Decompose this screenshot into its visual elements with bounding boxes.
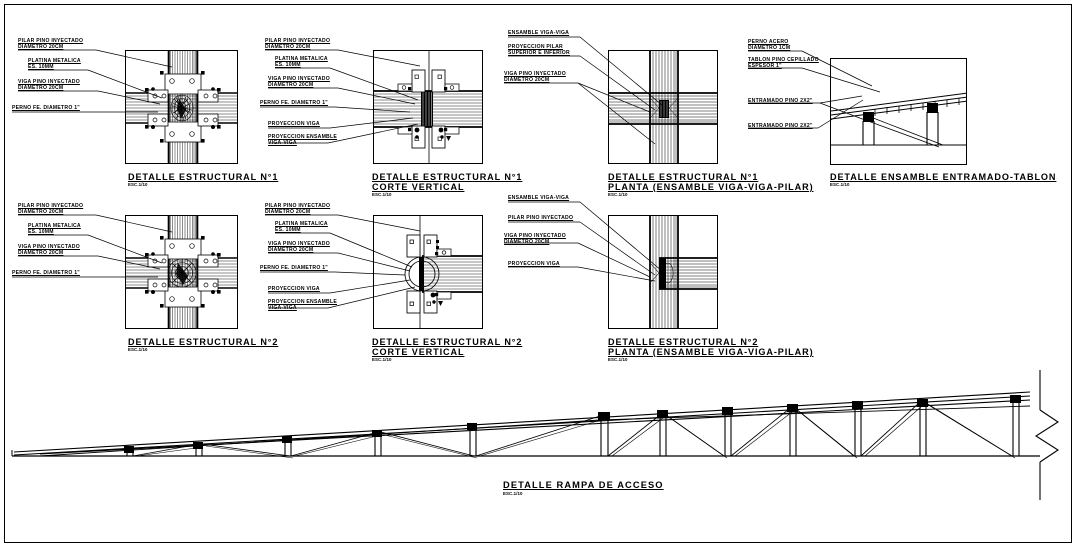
detail-6-label-2-line1: VIGA PINO INYECTADO xyxy=(268,241,330,247)
detail-2-label-5-line2: VIGA-VIGA xyxy=(268,139,297,146)
detail-7-label-2-line2: DIAMETRO 20CM xyxy=(504,238,550,245)
detail-1-label-1-line1: PLATINA METALICA xyxy=(28,58,81,64)
detail-4-label-0-line2: DIAMETRO 1CM xyxy=(748,44,791,51)
detail-5-label-1 xyxy=(28,224,81,235)
detail-5-label-0-line2: DIAMETRO 20CM xyxy=(18,208,64,215)
detail-4-label-1 xyxy=(748,58,819,69)
detail-1-label-0 xyxy=(18,39,83,50)
detail-7-label-0 xyxy=(508,196,569,202)
ramp-elevation-block xyxy=(0,370,1077,548)
detail-6-label-1 xyxy=(275,222,328,233)
detail-2-label-0-line2: DIAMETRO 20CM xyxy=(265,43,311,50)
detail-7-scale: ESC.1/10 xyxy=(608,357,628,362)
detail-block-6 xyxy=(250,165,523,362)
detail-6-label-4 xyxy=(268,287,320,293)
detail-5-label-3-line1: PERNO FE. DIAMETRO 1" xyxy=(12,270,80,276)
detail-2-label-1-line1: PLATINA METALICA xyxy=(275,56,328,62)
detail-2-label-1 xyxy=(275,57,328,68)
detail-2-title-line1: DETALLE ESTRUCTURAL N°1 xyxy=(372,172,523,182)
detail-2-label-1-line2: ES. 10MM xyxy=(275,61,301,68)
detail-2-label-0-line1: PILAR PINO INYECTADO xyxy=(265,38,331,44)
detail-6-label-0-line1: PILAR PINO INYECTADO xyxy=(265,203,331,209)
detail-7-label-1-line1: PILAR PINO INYECTADO xyxy=(508,215,574,221)
detail-2-label-5-line1: PROYECCION ENSAMBLE xyxy=(268,134,337,140)
detail-2-label-3 xyxy=(260,101,328,107)
detail-7-label-2-line1: VIGA PINO INYECTADO xyxy=(504,233,566,239)
detail-7-title-line1: DETALLE ESTRUCTURAL N°2 xyxy=(608,337,759,347)
detail-1-label-0-line1: PILAR PINO INYECTADO xyxy=(18,38,84,44)
detail-2-title-line2: CORTE VERTICAL xyxy=(372,182,465,192)
detail-1-label-1-line2: ES. 10MM xyxy=(28,63,54,70)
detail-5-label-2 xyxy=(18,245,80,256)
detail-1-scale: ESC.1/10 xyxy=(128,182,148,187)
detail-6-label-1-line1: PLATINA METALICA xyxy=(275,221,328,227)
detail-7-label-3 xyxy=(508,262,560,268)
detail-2-label-3-line1: PERNO FE. DIAMETRO 1" xyxy=(260,100,328,106)
detail-5-label-0-line1: PILAR PINO INYECTADO xyxy=(18,203,84,209)
detail-6-label-1-line2: ES. 10MM xyxy=(275,226,301,233)
detail-3-label-0-line1: ENSAMBLE VIGA-VIGA xyxy=(508,30,570,36)
detail-1-label-3 xyxy=(12,106,80,112)
detail-block-5 xyxy=(0,165,279,360)
detail-3-label-2-line1: VIGA PINO INYECTADO xyxy=(504,71,566,77)
detail-2-label-4-line1: PROYECCION VIGA xyxy=(268,121,320,127)
detail-3-label-1-line2: SUPERIOR E INFERIOR xyxy=(508,49,570,56)
detail-3-label-2-line2: DIAMETRO 20CM xyxy=(504,76,550,83)
detail-4-label-2-line1: ENTRAMADO PINO 2X2" xyxy=(748,98,813,104)
detail-6-title-line2: CORTE VERTICAL xyxy=(372,347,465,357)
detail-2-scale: ESC.1/10 xyxy=(372,192,392,197)
detail-7-label-1 xyxy=(508,216,573,222)
detail-2-label-0 xyxy=(265,39,330,50)
detail-4-label-2 xyxy=(748,99,813,105)
detail-4-label-1-line1: TABLON PINO CEPILLADO xyxy=(748,57,819,63)
detail-4-label-1-line2: ESPESOR 1" xyxy=(748,62,782,69)
detail-5-leader-lines xyxy=(0,165,250,360)
detail-1-label-1 xyxy=(28,59,81,70)
detail-6-leader-lines xyxy=(250,165,500,360)
detail-4-label-3 xyxy=(748,124,813,130)
detail-6-label-0-line2: DIAMETRO 20CM xyxy=(265,208,311,215)
detail-7-label-0-line1: ENSAMBLE VIGA-VIGA xyxy=(508,195,570,201)
detail-1-label-3-line1: PERNO FE. DIAMETRO 1" xyxy=(12,105,80,111)
detail-6-scale: ESC.1/10 xyxy=(372,357,392,362)
detail-5-label-1-line1: PLATINA METALICA xyxy=(28,223,81,229)
detail-2-label-5 xyxy=(268,135,337,146)
detail-6-label-2 xyxy=(268,242,330,253)
detail-4-label-0-line1: PERNO ACERO xyxy=(748,39,789,45)
detail-4-title-line1: DETALLE ENSAMBLE ENTRAMADO-TABLON xyxy=(830,172,1057,182)
detail-5-label-3 xyxy=(12,271,80,277)
detail-7-label-3-line1: PROYECCION VIGA xyxy=(508,261,560,267)
detail-5-label-0 xyxy=(18,204,83,215)
detail-6-label-5-line1: PROYECCION ENSAMBLE xyxy=(268,299,337,305)
detail-4-title xyxy=(830,172,1056,182)
detail-2-label-2-line1: VIGA PINO INYECTADO xyxy=(268,76,330,82)
detail-4-label-3-line1: ENTRAMADO PINO 2X2" xyxy=(748,123,813,129)
detail-1-label-2-line1: VIGA PINO INYECTADO xyxy=(18,79,80,85)
detail-2-label-4 xyxy=(268,122,320,128)
detail-3-label-0 xyxy=(508,31,569,37)
detail-6-label-2-line2: DIAMETRO 20CM xyxy=(268,246,314,253)
detail-6-label-3 xyxy=(260,266,328,272)
detail-4-scale: ESC.1/10 xyxy=(830,182,850,187)
detail-3-title-line1: DETALLE ESTRUCTURAL N°1 xyxy=(608,172,759,182)
detail-5-label-2-line2: DIAMETRO 20CM xyxy=(18,249,64,256)
ramp-scale: ESC.1/10 xyxy=(503,491,523,496)
detail-1-label-0-line2: DIAMETRO 20CM xyxy=(18,43,64,50)
detail-5-label-1-line2: ES. 10MM xyxy=(28,228,54,235)
detail-6-label-3-line1: PERNO FE. DIAMETRO 1" xyxy=(260,265,328,271)
detail-7-label-2 xyxy=(504,234,566,245)
detail-2-label-2-line2: DIAMETRO 20CM xyxy=(268,81,314,88)
ramp-title: DETALLE RAMPA DE ACCESO xyxy=(503,480,664,490)
detail-7-title-line2: PLANTA (ENSAMBLE VIGA-VIGA-PILAR) xyxy=(608,347,814,357)
detail-6-label-4-line1: PROYECCION VIGA xyxy=(268,286,320,292)
detail-3-label-1 xyxy=(508,45,570,56)
detail-3-scale: ESC.1/10 xyxy=(608,192,628,197)
detail-3-title-line2: PLANTA (ENSAMBLE VIGA-VIGA-PILAR) xyxy=(608,182,814,192)
detail-1-label-2-line2: DIAMETRO 20CM xyxy=(18,84,64,91)
detail-6-title-line1: DETALLE ESTRUCTURAL N°2 xyxy=(372,337,523,347)
detail-4-label-0 xyxy=(748,40,790,51)
detail-7-title xyxy=(608,337,814,357)
detail-block-4 xyxy=(730,0,1077,195)
detail-6-label-5 xyxy=(268,300,337,311)
detail-5-label-2-line1: VIGA PINO INYECTADO xyxy=(18,244,80,250)
detail-5-title-line1: DETALLE ESTRUCTURAL N°2 xyxy=(128,337,279,347)
detail-6-label-0 xyxy=(265,204,330,215)
detail-block-7 xyxy=(490,165,814,362)
detail-2-label-2 xyxy=(268,77,330,88)
detail-3-label-2 xyxy=(504,72,566,83)
detail-3-label-1-line1: PROYECCION PILAR xyxy=(508,44,563,50)
detail-6-label-5-line2: VIGA-VIGA xyxy=(268,304,297,311)
detail-5-scale: ESC.1/10 xyxy=(128,347,148,352)
detail-1-title-line1: DETALLE ESTRUCTURAL N°1 xyxy=(128,172,279,182)
detail-1-label-2 xyxy=(18,80,80,91)
